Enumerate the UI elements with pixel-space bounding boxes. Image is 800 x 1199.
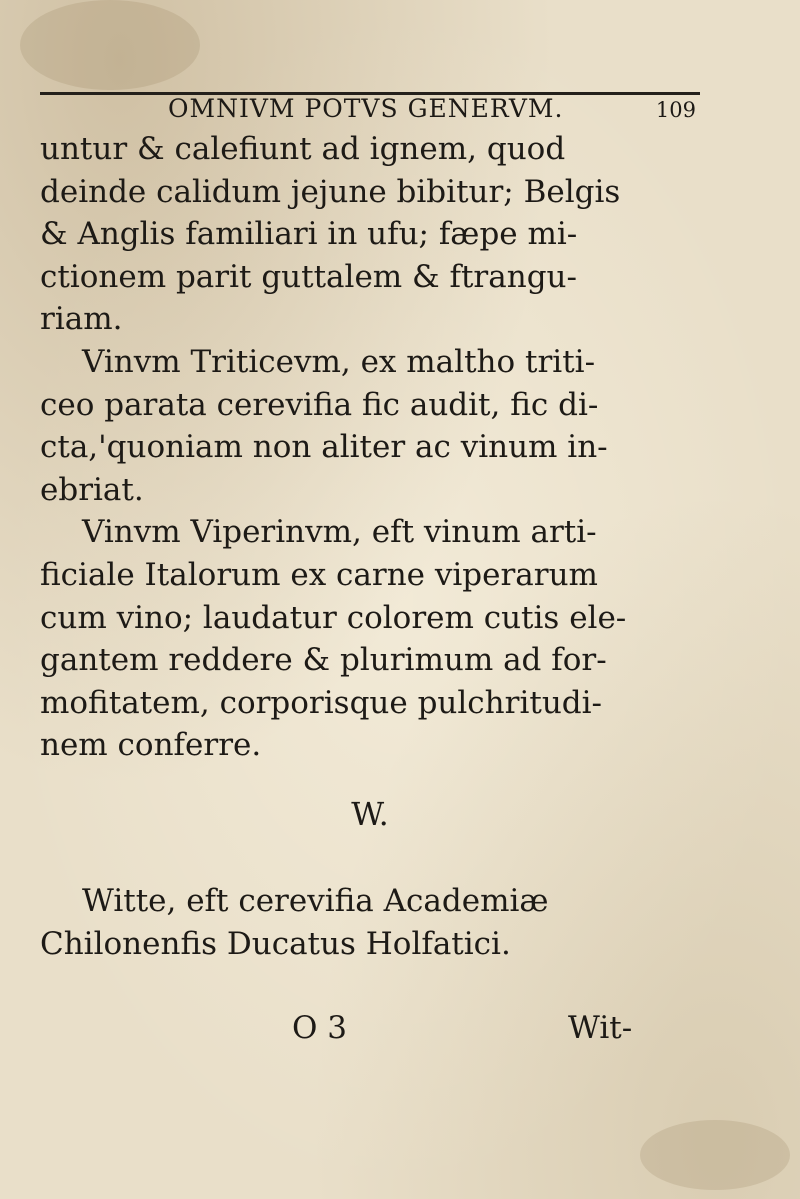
- catchword: Wit-: [568, 1010, 633, 1046]
- text-line: ctionem parit guttalem & ftrangu-: [40, 258, 577, 295]
- paragraph-continuation: [40, 128, 700, 341]
- text-line: deinde calidum jejune bibitur; Belgis: [40, 173, 621, 210]
- page-number: 109: [655, 98, 696, 122]
- text-line: & Anglis familiari in ufu; fæpe mi-: [40, 216, 578, 253]
- text-line: Vinvm Triticevm, ex maltho triti-: [82, 343, 596, 380]
- paragraph-vinum-triticeum: [40, 341, 700, 511]
- text-line: gantem reddere & plurimum ad for-: [40, 642, 607, 679]
- body-text: [40, 128, 700, 767]
- running-header: [40, 92, 700, 124]
- section-heading: W.: [351, 795, 389, 833]
- page-footer: [40, 1010, 700, 1054]
- text-line: Chilonenfis Ducatus Holfatici.: [40, 925, 511, 962]
- text-line: ebriat.: [40, 471, 144, 508]
- paper-stain: [640, 1120, 790, 1190]
- text-line: ceo parata cerevifia fic audit, fic di-: [40, 386, 599, 423]
- paragraph-witte: [40, 880, 700, 965]
- text-line: Vinvm Viperinvm, eft vinum arti-: [82, 514, 597, 551]
- text-line: cta,'quoniam non aliter ac vinum in-: [40, 429, 608, 466]
- paper-stain: [20, 0, 200, 90]
- text-line: riam.: [40, 301, 123, 338]
- text-line: Witte, eft cerevifia Academiæ: [82, 883, 549, 919]
- text-line: cum vino; laudatur colorem cutis ele-: [40, 599, 627, 636]
- text-line: nem conferre.: [40, 727, 262, 764]
- text-line: untur & calefiunt ad ignem, quod: [40, 131, 566, 167]
- text-line: ficiale Italorum ex carne viperarum: [40, 556, 598, 593]
- signature-mark: O 3: [292, 1010, 347, 1046]
- paragraph-vinum-viperinum: [40, 511, 700, 767]
- running-title: OMNIVM POTVS GENERVM.: [168, 94, 564, 123]
- text-line: mofitatem, corporisque pulchritudi-: [40, 684, 603, 721]
